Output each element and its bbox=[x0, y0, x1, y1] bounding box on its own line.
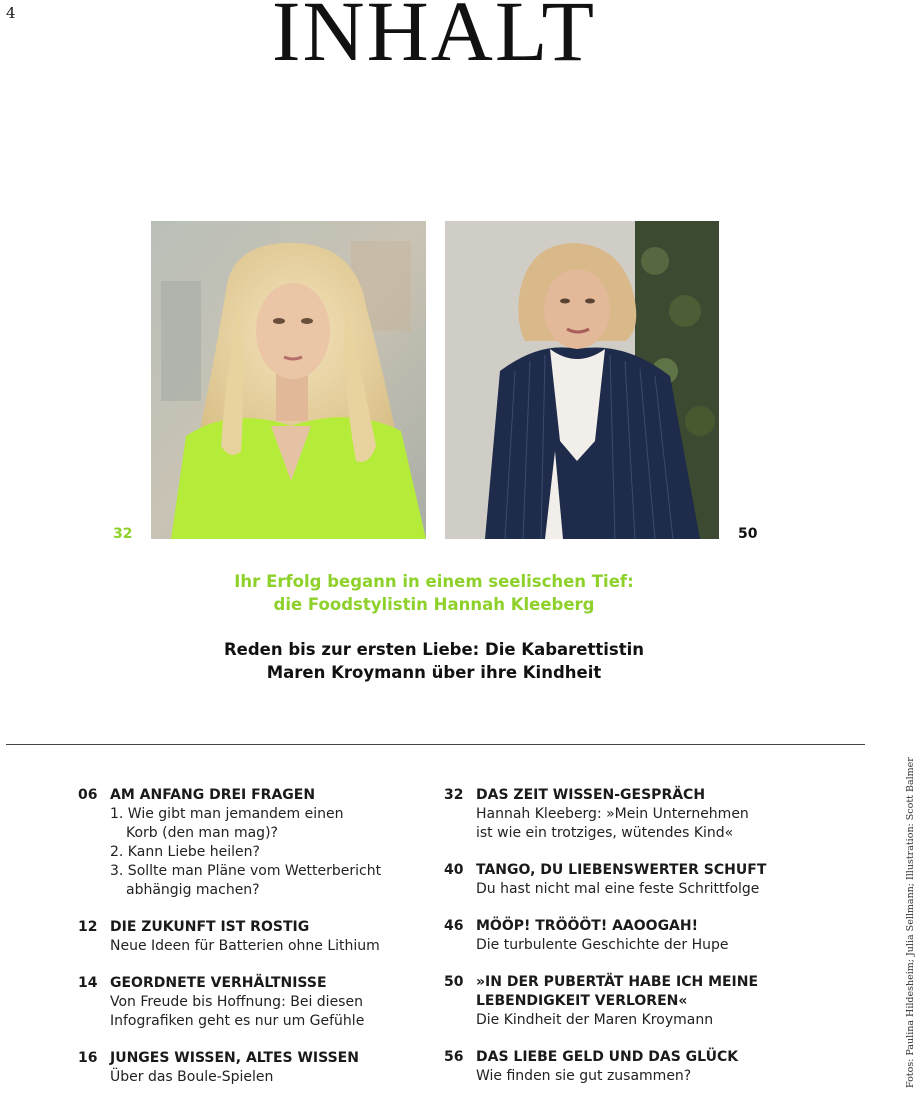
toc-page-number: 32 bbox=[444, 787, 464, 803]
toc-column-left bbox=[78, 786, 428, 1105]
toc-entry[interactable] bbox=[444, 917, 824, 955]
toc-line: Du hast nicht mal eine feste Schrittfolge bbox=[476, 881, 760, 897]
teaser-line: die Foodstylistin Hannah Kleeberg bbox=[273, 595, 595, 614]
toc-line: Über das Boule-Spielen bbox=[110, 1069, 274, 1085]
toc-line: Die turbulente Geschichte der Hupe bbox=[476, 937, 729, 953]
toc-page-number: 14 bbox=[78, 975, 98, 991]
toc-line: Die Kindheit der Maren Kroymann bbox=[476, 1012, 714, 1028]
toc-page-number: 46 bbox=[444, 918, 464, 934]
teaser-kroymann bbox=[0, 638, 868, 684]
divider-line bbox=[6, 744, 865, 745]
toc-entry[interactable] bbox=[444, 973, 824, 1030]
toc-page-number: 50 bbox=[444, 974, 464, 990]
page-title: INHALT bbox=[271, 0, 597, 79]
toc-page-number: 06 bbox=[78, 787, 98, 803]
toc-line: Von Freude bis Hoffnung: Bei diesen bbox=[110, 994, 363, 1010]
toc-page-number: 16 bbox=[78, 1050, 98, 1066]
toc-line: Hannah Kleeberg: »Mein Unternehmen bbox=[476, 806, 749, 822]
toc-line: abhängig machen? bbox=[126, 882, 260, 898]
toc-title: DIE ZUKUNFT IST ROSTIG bbox=[110, 919, 310, 935]
toc-title-cont: LEBENDIGKEIT VERLOREN« bbox=[476, 993, 688, 1009]
photo-credit: Fotos: Paulina Hildesheim; Julia Sellmann; Illustration: Scott Balmer bbox=[905, 757, 916, 1088]
toc-line: ist wie ein trotziges, wütendes Kind« bbox=[476, 825, 734, 841]
toc-title: AM ANFANG DREI FRAGEN bbox=[110, 787, 316, 803]
toc-entry[interactable] bbox=[78, 974, 428, 1031]
toc-title: JUNGES WISSEN, ALTES WISSEN bbox=[110, 1050, 359, 1066]
toc-title: DAS LIEBE GELD UND DAS GLÜCK bbox=[476, 1049, 739, 1065]
page-number: 4 bbox=[6, 4, 16, 22]
toc-title: GEORDNETE VERHÄLTNISSE bbox=[110, 975, 327, 991]
toc-title: MÖÖP! TRÖÖÖT! AAOOGAH! bbox=[476, 918, 698, 934]
toc-line: Korb (den man mag)? bbox=[126, 825, 278, 841]
toc-entry[interactable] bbox=[78, 786, 428, 900]
teaser-line: Maren Kroymann über ihre Kindheit bbox=[266, 663, 602, 682]
toc-title: DAS ZEIT WISSEN-GESPRÄCH bbox=[476, 787, 706, 803]
photo-page-label-right: 50 bbox=[738, 526, 758, 542]
toc-line: Infografiken geht es nur um Gefühle bbox=[110, 1013, 365, 1029]
toc-line: 1. Wie gibt man jemandem einen bbox=[110, 806, 344, 822]
photo-page-label-left: 32 bbox=[113, 526, 133, 542]
toc-entry[interactable] bbox=[444, 786, 824, 843]
toc-line: Neue Ideen für Batterien ohne Lithium bbox=[110, 938, 380, 954]
photo-maren-kroymann bbox=[445, 221, 719, 539]
teaser-kleeberg bbox=[0, 570, 868, 616]
teaser-line: Reden bis zur ersten Liebe: Die Kabarettistin bbox=[223, 640, 645, 659]
toc-entry[interactable] bbox=[444, 861, 824, 899]
teaser-line: Ihr Erfolg begann in einem seelischen Tief: bbox=[234, 572, 634, 591]
toc-line: 2. Kann Liebe heilen? bbox=[110, 844, 260, 860]
toc-line: 3. Sollte man Pläne vom Wetterbericht bbox=[110, 863, 382, 879]
toc-entry[interactable] bbox=[78, 918, 428, 956]
toc-entry[interactable] bbox=[78, 1049, 428, 1087]
toc-line: Wie finden sie gut zusammen? bbox=[476, 1068, 692, 1084]
toc-page-number: 12 bbox=[78, 919, 98, 935]
toc-entry[interactable] bbox=[444, 1048, 824, 1086]
toc-page-number: 56 bbox=[444, 1049, 464, 1065]
toc-page-number: 40 bbox=[444, 862, 464, 878]
photo-hannah-kleeberg bbox=[151, 221, 426, 539]
toc-title: TANGO, DU LIEBENSWERTER SCHUFT bbox=[476, 862, 767, 878]
toc-title: »IN DER PUBERTÄT HABE ICH MEINE bbox=[476, 974, 759, 990]
toc-column-right bbox=[444, 786, 824, 1104]
